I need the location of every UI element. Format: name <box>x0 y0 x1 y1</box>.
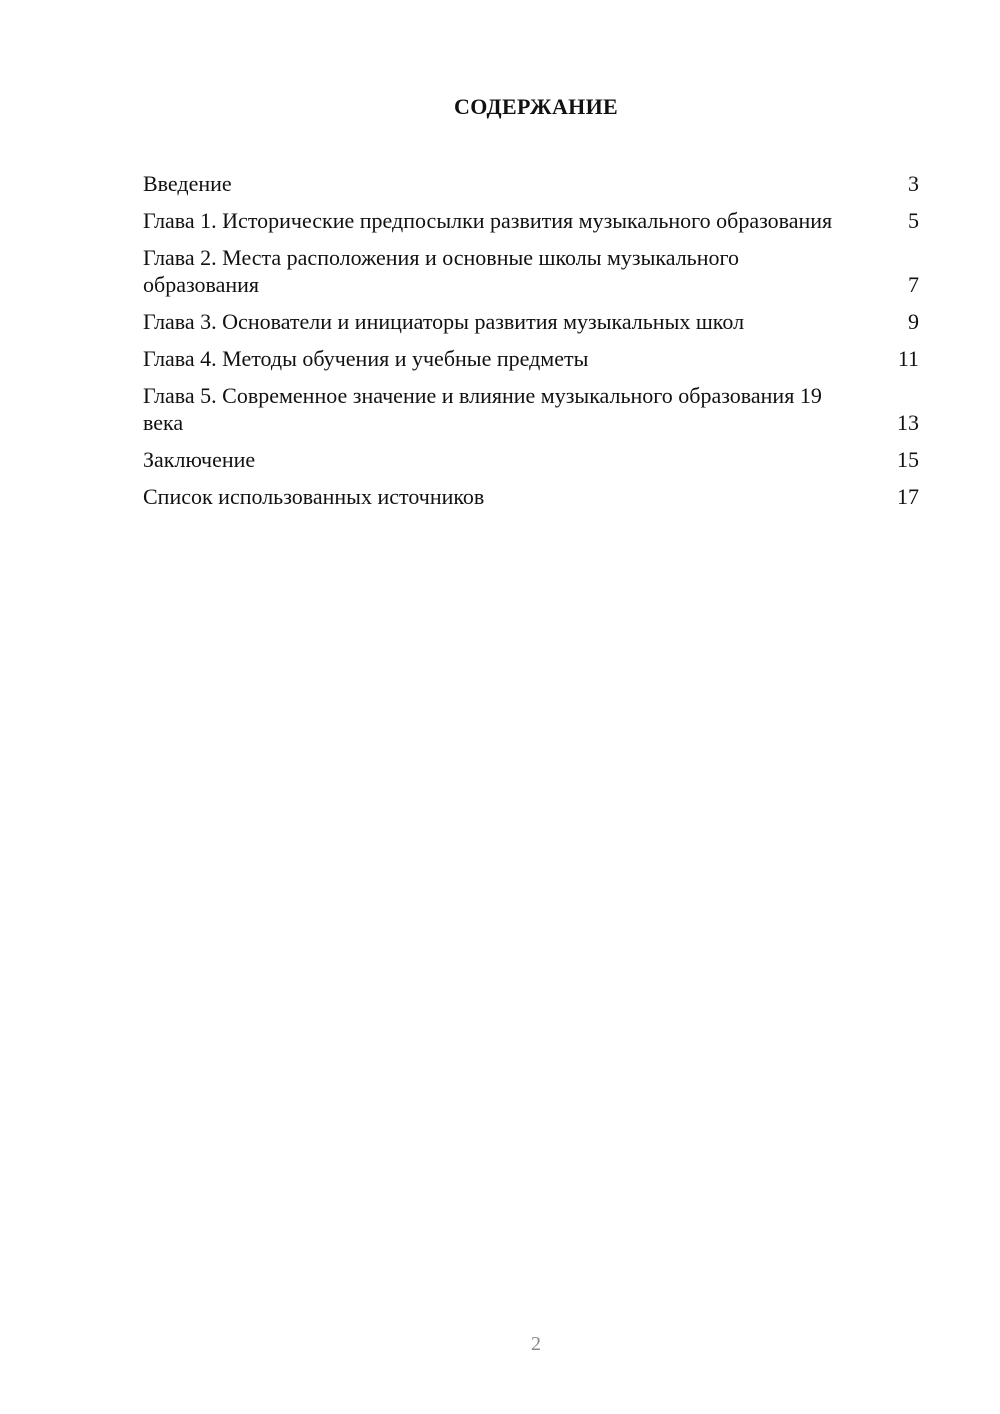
toc-entry-page: 5 <box>908 208 919 233</box>
toc-entry-page: 13 <box>897 410 919 435</box>
toc-entry-label: Глава 3. Основатели и инициаторы развития музыкальных школ <box>143 309 745 334</box>
toc-entry-page: 11 <box>897 346 919 371</box>
toc-entry-chapter-2 <box>143 244 919 298</box>
toc-entry-chapter-4 <box>143 345 919 372</box>
table-of-contents <box>143 170 919 520</box>
toc-entry-conclusion <box>143 446 919 473</box>
toc-entry-label: Заключение <box>143 447 256 472</box>
toc-entry-label: Введение <box>143 171 232 196</box>
toc-entry-chapter-1 <box>143 207 919 234</box>
toc-entry-page: 3 <box>908 171 919 196</box>
toc-entry-chapter-3 <box>143 308 919 335</box>
toc-entry-page: 9 <box>908 309 919 334</box>
page-number: 2 <box>531 1333 541 1355</box>
toc-entry-chapter-5 <box>143 382 919 436</box>
toc-entry-page: 7 <box>908 272 919 297</box>
toc-entry-introduction <box>143 170 919 197</box>
toc-entry-label: Глава 4. Методы обучения и учебные предметы <box>143 346 589 371</box>
toc-entry-page: 15 <box>897 447 919 472</box>
toc-title: СОДЕРЖАНИЕ <box>454 94 618 119</box>
toc-entry-label: Список использованных источников <box>143 484 485 509</box>
toc-entry-label: Глава 5. Современное значение и влияние музыкального образования 19 века <box>143 383 822 435</box>
toc-entry-page: 17 <box>897 484 919 509</box>
toc-entry-label: Глава 1. Исторические предпосылки развития музыкального образования <box>143 208 833 233</box>
toc-entry-references <box>143 483 919 510</box>
toc-entry-label: Глава 2. Места расположения и основные школы музыкального образования <box>143 245 739 297</box>
